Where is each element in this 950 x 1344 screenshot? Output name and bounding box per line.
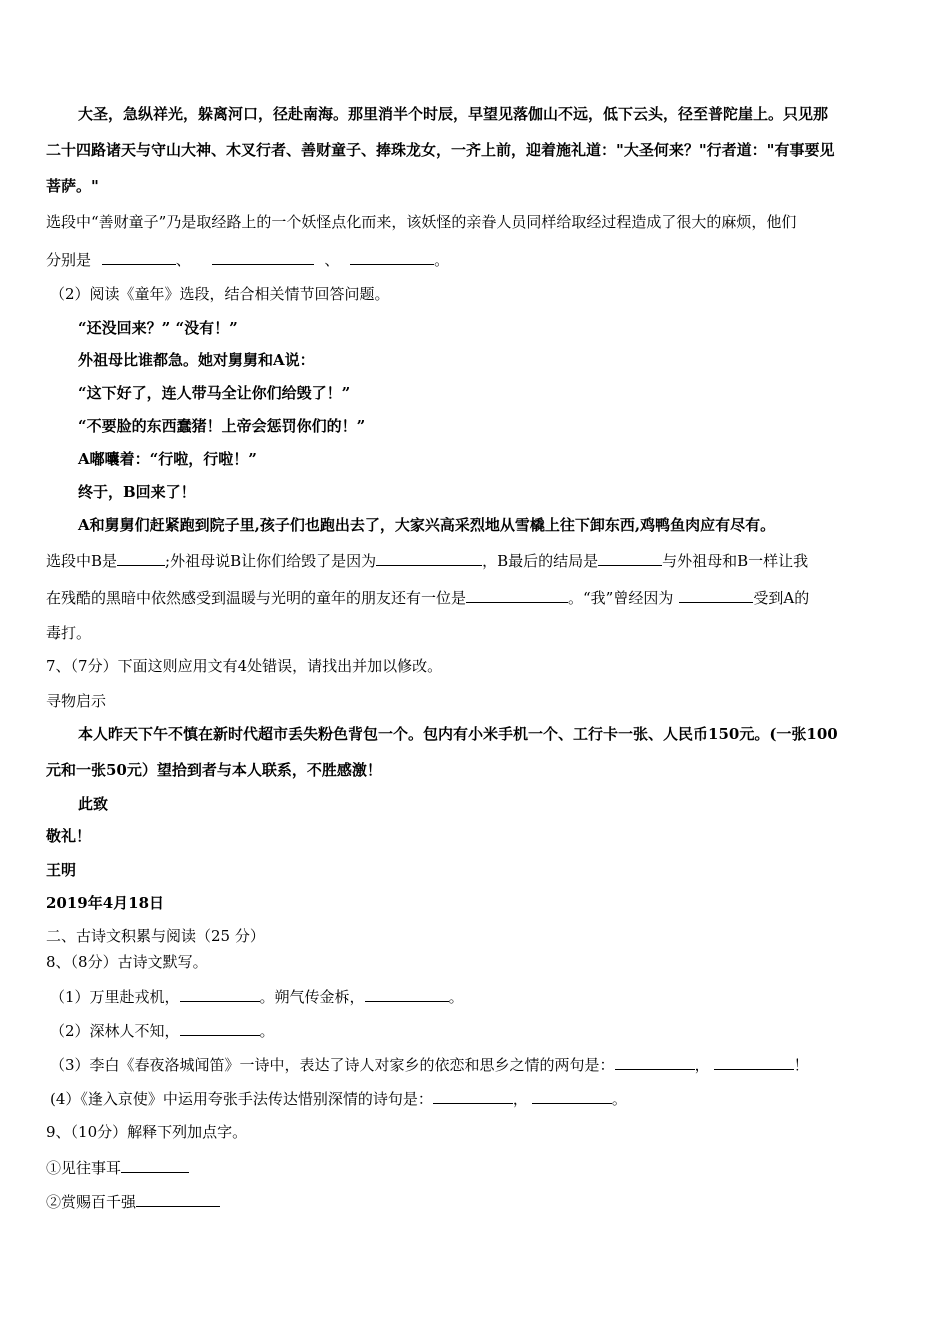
answer-blank[interactable] <box>714 1053 794 1070</box>
answer-blank[interactable] <box>180 985 260 1002</box>
passage-line: “还没回来？” “没有！” <box>78 319 238 337</box>
question-text: ，B最后的结局是 <box>482 552 599 570</box>
separator: 。 <box>434 251 450 269</box>
question-text: 毒打。 <box>46 624 92 642</box>
answer-blank[interactable] <box>212 248 314 265</box>
question-title: 7、（7分）下面这则应用文有4处错误，请找出并加以修改。 <box>46 657 443 675</box>
answer-blank[interactable] <box>117 549 165 566</box>
question-title: 8、（8分）古诗文默写。 <box>46 953 208 971</box>
question-text: （1）万里赴戎机， <box>50 988 180 1006</box>
notice-body: 元和一张50元）望拾到者与本人联系，不胜感激！ <box>46 761 382 779</box>
passage-line: A嘟囔着：“行啦，行啦！” <box>78 450 257 468</box>
question-text: 在残酷的黑暗中依然感受到温暖与光明的童年的朋友还有一位是 <box>46 589 467 607</box>
question-text: （3）李白《春夜洛城闻笛》一诗中，表达了诗人对家乡的依恋和思乡之情的两句是： <box>50 1056 615 1074</box>
answer-blank[interactable] <box>679 586 753 603</box>
separator: ！ <box>793 1056 809 1074</box>
question-answer-line <box>46 248 449 270</box>
question-answer-line <box>50 1019 275 1041</box>
question-text: 。“我”曾经因为 <box>568 589 674 607</box>
answer-blank[interactable] <box>365 985 449 1002</box>
section-heading: 二、古诗文积累与阅读（25 分） <box>46 927 265 945</box>
question-answer-line <box>46 1190 220 1212</box>
separator: ， <box>512 1090 528 1108</box>
question-text: 选段中“善财童子”乃是取经路上的一个妖怪点化而来，该妖怪的亲眷人员同样给取经过程造成了很大的麻烦，他们 <box>46 213 797 231</box>
question-text: 与外祖母和B一样让我 <box>662 552 809 570</box>
question-text: 分别是 <box>46 251 92 269</box>
question-title: 9、（10分）解释下列加点字。 <box>46 1123 248 1141</box>
notice-heading: 寻物启示 <box>46 692 107 710</box>
answer-blank[interactable] <box>433 1087 513 1104</box>
passage-line: 菩萨。" <box>46 177 99 195</box>
question-text: 受到A的 <box>753 589 810 607</box>
answer-blank[interactable] <box>121 1156 189 1173</box>
answer-blank[interactable] <box>598 549 662 566</box>
passage-line: 大圣，急纵祥光，躲离河口，径赴南海。那里消半个时辰，早望见落伽山不远，低下云头，径至普陀崖上。只见那 <box>78 105 829 123</box>
question-text: （2）深林人不知， <box>50 1022 180 1040</box>
passage-line: 二十四路诸天与守山大神、木叉行者、善财童子、捧珠龙女，一齐上前，迎着施礼道："大圣何来？"行者道："有事要见 <box>46 141 835 159</box>
question-text: (4）《逢入京使》中运用夸张手法传达惜别深情的诗句是： <box>50 1090 433 1108</box>
question-text: ①见往事耳 <box>46 1159 122 1177</box>
answer-blank[interactable] <box>180 1019 260 1036</box>
question-answer-line <box>46 549 808 571</box>
separator: 、 <box>175 251 191 269</box>
separator: 。 <box>448 988 464 1006</box>
question-answer-line <box>50 985 464 1007</box>
question-title: （2）阅读《童年》选段，结合相关情节回答问题。 <box>50 285 390 303</box>
notice-signature: 王明 <box>46 861 77 879</box>
answer-blank[interactable] <box>136 1190 220 1207</box>
separator: 。 <box>259 1022 275 1040</box>
passage-line: “这下好了，连人带马全让你们给毁了！” <box>78 384 351 402</box>
answer-blank[interactable] <box>102 248 176 265</box>
question-text: 选段中B是 <box>46 552 118 570</box>
answer-blank[interactable] <box>615 1053 695 1070</box>
question-answer-line <box>46 586 809 608</box>
notice-body: 本人昨天下午不慎在新时代超市丢失粉色背包一个。包内有小米手机一个、工行卡一张、人民币150元。(一张100 <box>78 725 838 743</box>
question-answer-line <box>46 1156 189 1178</box>
question-text: ②赏赐百千强 <box>46 1193 137 1211</box>
question-answer-line <box>50 1087 627 1109</box>
question-text: 。朔气传金柝， <box>259 988 365 1006</box>
passage-line: A和舅舅们赶紧跑到院子里,孩子们也跑出去了，大家兴高采烈地从雪橇上往下卸东西,鸡鸭鱼肉应有尽有。 <box>78 516 776 534</box>
passage-line: “不要脸的东西蠢猪！上帝会惩罚你们的！” <box>78 417 366 435</box>
answer-blank[interactable] <box>376 549 482 566</box>
passage-line: 外祖母比谁都急。她对舅舅和A说： <box>78 351 315 369</box>
separator: 。 <box>611 1090 627 1108</box>
separator: ， <box>694 1056 710 1074</box>
answer-blank[interactable] <box>350 248 434 265</box>
separator: 、 <box>324 251 340 269</box>
question-answer-line <box>50 1053 809 1075</box>
passage-line: 终于，B回来了！ <box>78 483 196 501</box>
notice-closing: 此致 <box>78 795 109 813</box>
answer-blank[interactable] <box>532 1087 612 1104</box>
question-text: ;外祖母说B让你们给毁了是因为 <box>165 552 377 570</box>
notice-closing: 敬礼！ <box>46 827 92 845</box>
answer-blank[interactable] <box>466 586 568 603</box>
notice-date: 2019年4月18日 <box>46 894 165 912</box>
